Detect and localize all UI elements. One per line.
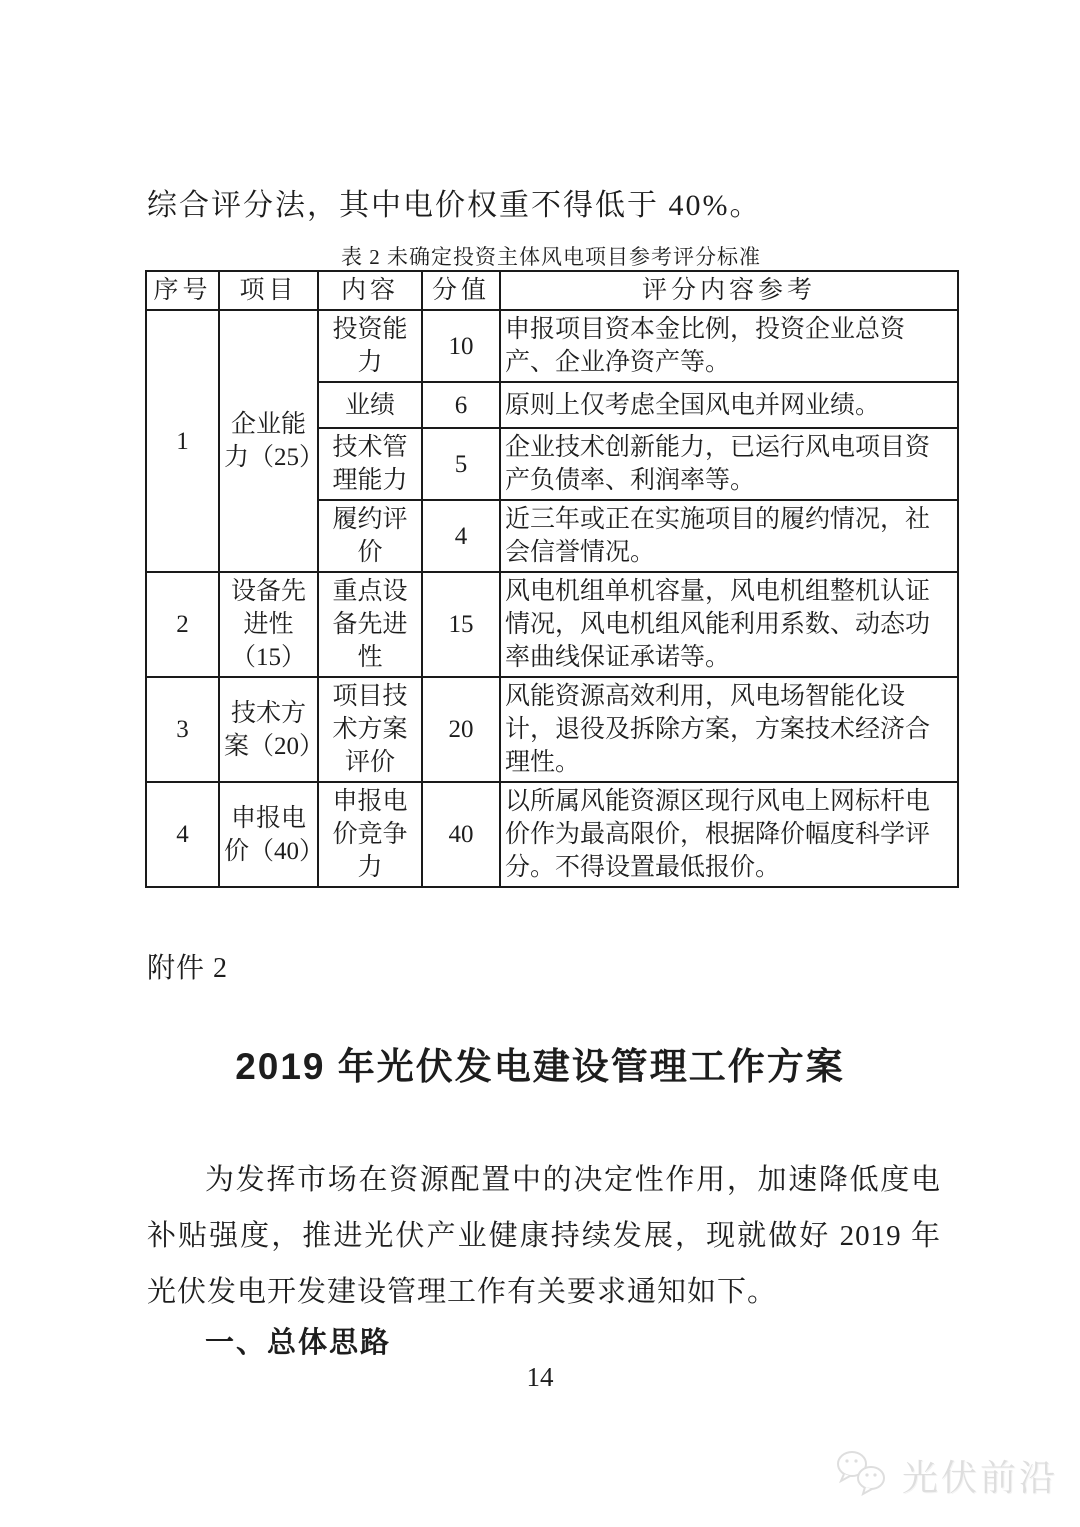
cell-project: 技术方案（20） bbox=[219, 677, 318, 782]
cell-content: 技术管理能力 bbox=[318, 428, 422, 500]
col-header: 分值 bbox=[422, 271, 500, 310]
doc-paragraph: 为发挥市场在资源配置中的决定性作用，加速降低度电补贴强度，推进光伏产业健康持续发展，现就做好 2019 年光伏发电开发建设管理工作有关要求通知如下。 bbox=[147, 1164, 941, 1308]
cell-project: 设备先进性（15） bbox=[219, 572, 318, 677]
table-header-row bbox=[146, 271, 958, 310]
cell-score: 5 bbox=[422, 428, 500, 500]
doc-title: 2019 年光伏发电建设管理工作方案 bbox=[235, 1046, 845, 1087]
cell-score: 10 bbox=[422, 310, 500, 382]
cell-score: 15 bbox=[422, 572, 500, 677]
cell-ref: 申报项目资本金比例，投资企业总资产、企业净资产等。 bbox=[500, 310, 958, 382]
cell-ref: 以所属风能资源区现行风电上网标杆电价作为最高限价，根据降价幅度科学评分。不得设置最低报价。 bbox=[500, 782, 958, 887]
cell-score: 40 bbox=[422, 782, 500, 887]
watermark-name: 光伏前沿 bbox=[901, 1457, 1058, 1498]
scoring-table bbox=[145, 270, 959, 888]
table-row bbox=[146, 782, 958, 887]
intro-text: 综合评分法，其中电价权重不得低于 40%。 bbox=[147, 189, 762, 222]
table-row bbox=[146, 572, 958, 677]
page-number: 14 bbox=[526, 1362, 554, 1392]
col-header: 序号 bbox=[146, 271, 219, 310]
cell-score: 20 bbox=[422, 677, 500, 782]
col-header: 评分内容参考 bbox=[500, 271, 958, 310]
table-row bbox=[146, 677, 958, 782]
attachment-label: 附件 2 bbox=[147, 953, 229, 984]
section-heading: 一、总体思路 bbox=[205, 1327, 392, 1359]
cell-ref: 原则上仅考虑全国风电并网业绩。 bbox=[500, 382, 958, 428]
table-caption: 表 2 未确定投资主体风电项目参考评分标准 bbox=[341, 245, 761, 269]
cell-seq-no: 4 bbox=[146, 782, 219, 887]
watermark bbox=[834, 1448, 1058, 1503]
cell-ref: 风电机组单机容量，风电机组整机认证情况，风电机组风能利用系数、动态功率曲线保证承诺等。 bbox=[500, 572, 958, 677]
cell-content: 业绩 bbox=[318, 382, 422, 428]
cell-content: 项目技术方案评价 bbox=[318, 677, 422, 782]
wechat-icon bbox=[834, 1448, 892, 1503]
cell-score: 6 bbox=[422, 382, 500, 428]
cell-content: 履约评价 bbox=[318, 500, 422, 572]
cell-project: 企业能力（25） bbox=[219, 310, 318, 572]
cell-score: 4 bbox=[422, 500, 500, 572]
cell-ref: 企业技术创新能力，已运行风电项目资产负债率、利润率等。 bbox=[500, 428, 958, 500]
cell-project: 申报电价（40） bbox=[219, 782, 318, 887]
cell-content: 重点设备先进性 bbox=[318, 572, 422, 677]
cell-content: 申报电价竞争力 bbox=[318, 782, 422, 887]
cell-content: 投资能力 bbox=[318, 310, 422, 382]
cell-seq-no: 2 bbox=[146, 572, 219, 677]
table-row bbox=[146, 310, 958, 382]
cell-ref: 风能资源高效利用，风电场智能化设计，退役及拆除方案，方案技术经济合理性。 bbox=[500, 677, 958, 782]
cell-ref: 近三年或正在实施项目的履约情况，社会信誉情况。 bbox=[500, 500, 958, 572]
cell-seq-no: 1 bbox=[146, 310, 219, 572]
col-header: 内容 bbox=[318, 271, 422, 310]
cell-seq-no: 3 bbox=[146, 677, 219, 782]
col-header: 项目 bbox=[219, 271, 318, 310]
